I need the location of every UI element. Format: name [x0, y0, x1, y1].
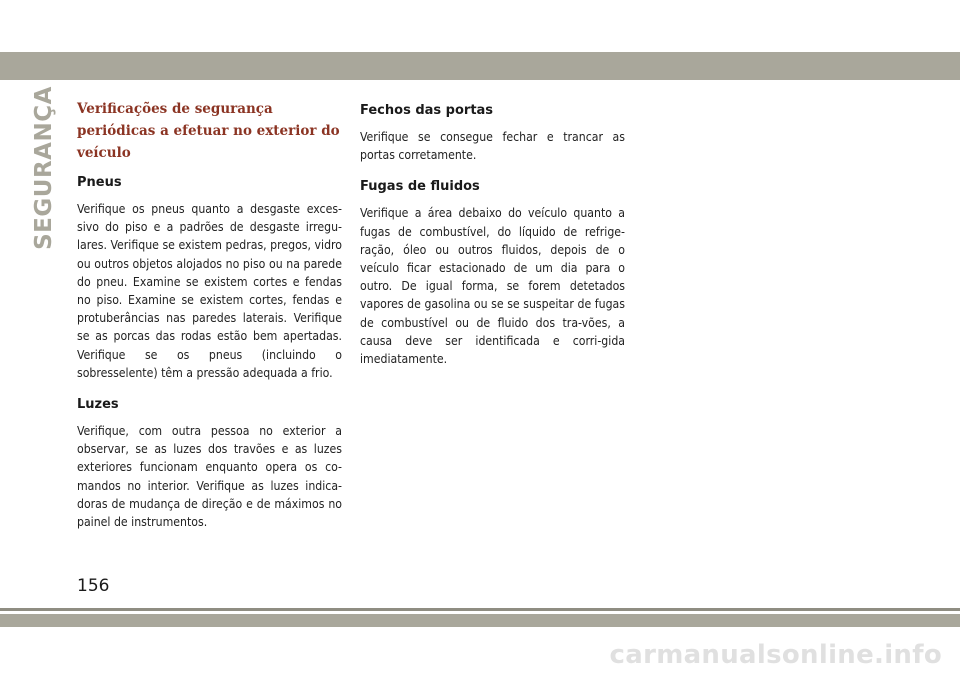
paragraph-pneus: Verifique os pneus quanto a desgaste exces-sivo do piso e a padrões de desgaste irregu-lares. Verifique se existem pedras, pregos, vidro ou outros objetos alojados no piso ou na parede do pneu. Examine se existem cortes e fendas no piso. Examine se existem cortes, fendas e protuberâncias nas paredes laterais. Verifique se as porcas das rodas estão bem apertadas. Verifique se os pneus (incluindo o sobresselente) têm a pressão adequada a frio. [77, 202, 342, 380]
chapter-side-tab [26, 86, 62, 250]
heading-pneus: Pneus [77, 175, 122, 190]
right-column [360, 102, 625, 382]
watermark: carmanualsonline.info [609, 640, 942, 670]
bottom-rule-thin [0, 608, 960, 611]
paragraph-fugas-fluidos: Verifique a área debaixo do veículo quanto a fugas de combustível, do líquido de refrige-ração, óleo ou outros fluidos, depois de o veículo ficar estacionado de um dia para o outro. De igual forma, se forem detetados vapores de gasolina ou se se suspeitar de fugas de combustível ou de fluido dos tra-vões, a causa deve ser identificada e corri-gida imediatamente. [360, 206, 625, 367]
heading-fechos-portas: Fechos das portas [360, 103, 494, 118]
heading-luzes: Luzes [77, 397, 119, 413]
chapter-side-tab-label: SEGURANÇA [31, 86, 57, 250]
top-header-band [0, 52, 960, 80]
heading-fugas-fluidos: Fugas de fluidos [360, 179, 480, 195]
left-column [77, 98, 342, 545]
bottom-rule-band [0, 614, 960, 627]
page-number: 156 [77, 576, 110, 596]
paragraph-fechos-portas: Verifique se consegue fechar e trancar as portas corretamente. [360, 130, 625, 163]
section-title: Verificações de segurança periódicas a efetuar no exterior do veículo [77, 101, 340, 161]
paragraph-luzes: Verifique, com outra pessoa no exterior a observar, se as luzes dos travões e as luzes exteriores funcionam enquanto opera os co-mandos no interior. Verifique as luzes indica-doras de mudança de direção e de máximos no painel de instrumentos. [77, 424, 342, 530]
